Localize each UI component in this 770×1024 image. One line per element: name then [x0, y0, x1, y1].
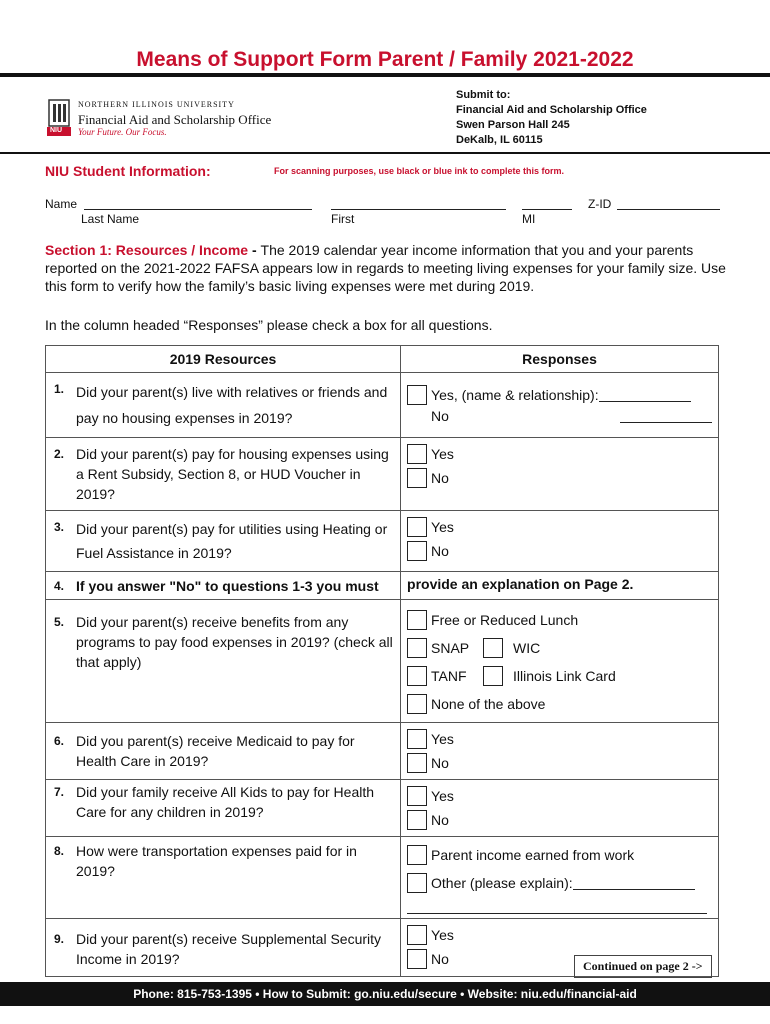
- checkbox-q3-yes[interactable]: [407, 517, 427, 537]
- question-number: 4.: [54, 579, 65, 593]
- form-title: Means of Support Form Parent / Family 2021-2022: [136, 48, 634, 71]
- question-number: 6.: [54, 734, 65, 748]
- option-label: No: [431, 951, 449, 967]
- section1-heading: Section 1: Resources / Income: [45, 242, 249, 258]
- option-label: Yes: [431, 731, 454, 747]
- checkbox-q2-no[interactable]: [407, 468, 427, 488]
- submit-address: [456, 88, 647, 148]
- table-row: [46, 600, 719, 723]
- checkbox-q2-yes[interactable]: [407, 444, 427, 464]
- question-number: 3.: [54, 520, 65, 534]
- mi-label: MI: [522, 212, 536, 226]
- checkbox-q3-no[interactable]: [407, 541, 427, 561]
- instruction-text: In the column headed “Responses” please check a box for all questions.: [45, 317, 493, 333]
- logo-university: NORTHERN ILLINOIS UNIVERSITY: [78, 100, 235, 109]
- question-number: 7.: [54, 785, 65, 799]
- checkbox-q1-yes[interactable]: [407, 385, 427, 405]
- scan-note: For scanning purposes, use black or blue ink to complete this form.: [274, 166, 565, 176]
- option-label: Yes: [431, 927, 454, 943]
- submit-line: Swen Parson Hall 245: [456, 119, 570, 131]
- question-number: 5.: [54, 615, 65, 629]
- other-explain-line[interactable]: [407, 901, 707, 914]
- student-info-heading: NIU Student Information:: [45, 163, 211, 179]
- question-text: Did your parent(s) receive Supplemental Security Income in 2019?: [76, 931, 382, 967]
- submit-line: DeKalb, IL 60115: [456, 134, 543, 146]
- checkbox-q5-lunch[interactable]: [407, 610, 427, 630]
- option-label: Free or Reduced Lunch: [431, 612, 579, 628]
- logo-tagline: Your Future. Our Focus.: [78, 127, 167, 137]
- section1-body: The 2019 calendar year income information that you and your parents reported on the 2021-2022 FAFSA appears low in regards to meeting living expenses for your family size. Use this form to verify how the family’s basic living expenses were met during 2019.: [45, 242, 726, 294]
- question-text: Did your parent(s) live with relatives or friends and pay no housing expenses in 2019?: [76, 384, 388, 426]
- name-label: Name: [45, 197, 78, 211]
- option-label: Yes: [431, 788, 454, 804]
- explanation-note: provide an explanation on Page 2.: [407, 576, 634, 592]
- option-label: No: [431, 812, 449, 828]
- checkbox-q6-yes[interactable]: [407, 729, 427, 749]
- logo-badge: NIU: [50, 127, 63, 134]
- question-text: Did you parent(s) receive Medicaid to pay for Health Care in 2019?: [76, 733, 355, 769]
- niu-logo: [45, 98, 73, 143]
- footer-bar: Phone: 815-753-1395 • How to Submit: go.niu.edu/secure • Website: niu.edu/financial-aid: [0, 982, 770, 1006]
- question-number: 1.: [54, 382, 65, 396]
- table-row: [46, 438, 719, 511]
- checkbox-q5-wic[interactable]: [483, 638, 503, 658]
- table-header-row: [46, 346, 719, 373]
- last-name-field[interactable]: [84, 197, 312, 210]
- submit-line: Financial Aid and Scholarship Office: [456, 104, 647, 116]
- option-label: Illinois Link Card: [513, 668, 616, 684]
- header-divider: [0, 152, 770, 154]
- first-name-label: First: [331, 212, 355, 226]
- zid-label: Z-ID: [588, 197, 612, 211]
- option-label: Yes, (name & relationship):: [431, 387, 599, 403]
- question-number: 8.: [54, 844, 65, 858]
- question-text: Did your parent(s) receive benefits from any programs to pay food expenses in 2019? (check all that apply): [76, 614, 393, 670]
- question-text: Did your parent(s) pay for housing expenses using a Rent Subsidy, Section 8, or HUD Voucher in 2019?: [76, 446, 389, 502]
- question-text: How were transportation expenses paid for in 2019?: [76, 843, 357, 879]
- mi-field[interactable]: [522, 197, 572, 210]
- question-text: If you answer "No" to questions 1-3 you must: [76, 578, 379, 594]
- question-text: Did your parent(s) pay for utilities using Heating or Fuel Assistance in 2019?: [76, 521, 388, 561]
- option-label: Yes: [431, 446, 454, 462]
- table-row: [46, 373, 719, 438]
- title-divider: [0, 73, 770, 77]
- resources-table: [45, 345, 719, 977]
- question-number: 9.: [54, 932, 65, 946]
- option-label: TANF: [431, 668, 467, 684]
- checkbox-q9-no[interactable]: [407, 949, 427, 969]
- last-name-label: Last Name: [81, 212, 140, 226]
- table-row: [46, 723, 719, 780]
- question-number: 2.: [54, 447, 65, 461]
- option-label: No: [431, 470, 449, 486]
- checkbox-q8-other[interactable]: [407, 873, 427, 893]
- other-explain-field[interactable]: [573, 877, 695, 890]
- checkbox-q8-work[interactable]: [407, 845, 427, 865]
- first-name-field[interactable]: [331, 197, 506, 210]
- option-label: No: [431, 408, 449, 424]
- option-label: No: [431, 755, 449, 771]
- option-label: Other (please explain):: [431, 875, 573, 891]
- option-label: None of the above: [431, 696, 546, 712]
- checkbox-q7-yes[interactable]: [407, 786, 427, 806]
- relationship-field[interactable]: [599, 389, 691, 402]
- question-text: Did your family receive All Kids to pay for Health Care for any children in 2019?: [76, 784, 375, 820]
- section1-dash: -: [248, 242, 261, 258]
- option-label: WIC: [513, 640, 541, 656]
- zid-field[interactable]: [617, 197, 720, 210]
- table-row: [46, 780, 719, 837]
- option-label: SNAP: [431, 640, 470, 656]
- submit-line: Submit to:: [456, 89, 511, 101]
- checkbox-q5-none[interactable]: [407, 694, 427, 714]
- checkbox-q5-link[interactable]: [483, 666, 503, 686]
- section1-paragraph: [45, 241, 733, 295]
- table-row: [46, 511, 719, 572]
- col-header-resources: 2019 Resources: [46, 346, 401, 373]
- table-row: [46, 837, 719, 919]
- relationship-field-2[interactable]: [620, 410, 712, 423]
- checkbox-q5-tanf[interactable]: [407, 666, 427, 686]
- option-label: Yes: [431, 519, 454, 535]
- option-label: No: [431, 543, 449, 559]
- col-header-responses: Responses: [401, 346, 719, 373]
- table-row: [46, 572, 719, 600]
- checkbox-q7-no[interactable]: [407, 810, 427, 830]
- checkbox-q9-yes[interactable]: [407, 925, 427, 945]
- continued-note: Continued on page 2 ->: [574, 955, 712, 978]
- option-label: Parent income earned from work: [431, 847, 635, 863]
- logo-office: Financial Aid and Scholarship Office: [78, 112, 272, 127]
- checkbox-q6-no[interactable]: [407, 753, 427, 773]
- checkbox-q5-snap[interactable]: [407, 638, 427, 658]
